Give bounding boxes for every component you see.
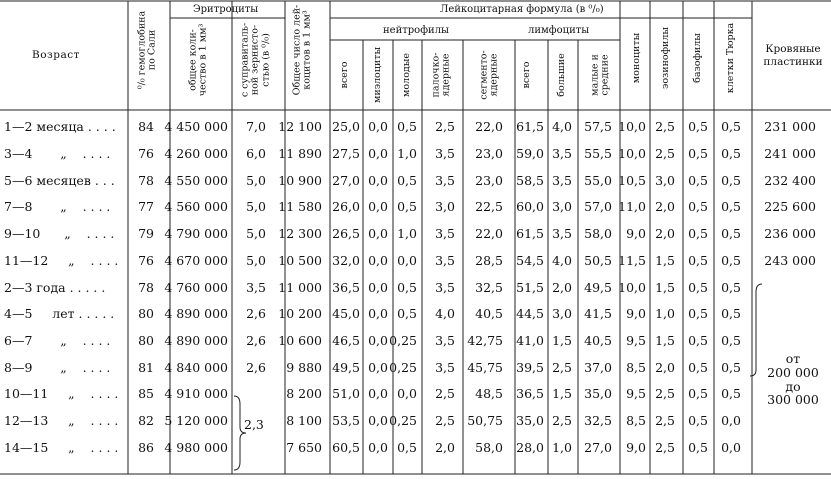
cell-mo: 9,5	[626, 386, 646, 402]
cell-gran: 5,0	[246, 252, 266, 268]
row-age: 2—3 года . . . . .	[4, 279, 106, 295]
cell-seg: 48,5	[475, 386, 503, 402]
header-l-small: малые и средние	[589, 54, 611, 96]
cell-yo: 0,5	[397, 199, 417, 215]
cell-eo: 2,5	[655, 386, 675, 402]
cell-l: 61,5	[516, 225, 544, 241]
cell-seg: 58,0	[475, 439, 503, 455]
cell-yo: 0,5	[397, 279, 417, 295]
cell-eo: 1,5	[655, 332, 675, 348]
cell-lb: 4,0	[552, 252, 572, 268]
row-age: 1—2 месяца . . . .	[4, 119, 116, 135]
cell-gran: 7,0	[246, 119, 266, 135]
cell-ery: 4 560 000	[164, 199, 228, 215]
cell-band: 2,5	[435, 386, 455, 402]
cell-l: 59,0	[516, 145, 544, 161]
cell-mo: 10,0	[618, 279, 646, 295]
cell-l: 39,5	[516, 359, 544, 375]
cell-tu: 0,5	[721, 199, 741, 215]
platelets-low: 200 000	[767, 364, 819, 380]
cell-eo: 2,5	[655, 439, 675, 455]
cell-my: 0,0	[368, 439, 388, 455]
cell-leuk: 8 200	[286, 386, 322, 402]
cell-mo: 9,5	[626, 332, 646, 348]
header-leuko-formula: Лейкоцитарная формула (в ⁰/₀)	[440, 4, 604, 15]
cell-yo: 0,5	[397, 119, 417, 135]
cell-eo: 2,0	[655, 359, 675, 375]
cell-gran: 3,5	[246, 279, 266, 295]
cell-ba: 0,5	[688, 252, 708, 268]
cell-leuk: 10 900	[278, 172, 322, 188]
cell-gran: 2,6	[246, 359, 266, 375]
cell-leuk: 10 500	[278, 252, 322, 268]
cell-leuk: 12 100	[278, 119, 322, 135]
cell-band: 3,0	[435, 199, 455, 215]
header-n-young: молодые	[400, 53, 412, 97]
cell-seg: 22,5	[475, 199, 503, 215]
cell-yo: 0,0	[397, 386, 417, 402]
cell-tu: 0,5	[721, 119, 741, 135]
cell-ba: 0,5	[688, 412, 708, 428]
cell-lb: 3,5	[552, 225, 572, 241]
cell-l: 60,0	[516, 199, 544, 215]
cell-pl: 241 000	[764, 145, 816, 161]
row-age: 4—5 лет . . . . .	[4, 306, 115, 321]
cell-eo: 1,5	[655, 279, 675, 295]
cell-leuk: 11 000	[278, 279, 322, 295]
cell-ery: 5 120 000	[164, 412, 228, 428]
cell-ba: 0,5	[688, 332, 708, 348]
cell-my: 0,0	[368, 306, 388, 321]
row-age: 11—12 „ . . . .	[4, 252, 119, 268]
cell-ls: 50,5	[584, 252, 612, 268]
cell-mo: 9,0	[626, 225, 646, 241]
cell-seg: 50,75	[467, 412, 503, 428]
cell-l: 58,5	[516, 172, 544, 188]
cell-band: 3,5	[435, 332, 455, 348]
cell-tu: 0,5	[721, 279, 741, 295]
cell-tu: 0,5	[721, 306, 741, 321]
cell-seg: 45,75	[467, 359, 503, 375]
cell-my: 0,0	[368, 225, 388, 241]
cell-seg: 22,0	[475, 225, 503, 241]
cell-ery: 4 260 000	[164, 145, 228, 161]
cell-eo: 2,5	[655, 119, 675, 135]
cell-l: 44,5	[516, 306, 544, 321]
header-eos: эозинофилы	[659, 27, 671, 89]
granular-merged-value: 2,3	[244, 416, 264, 432]
cell-eo: 2,5	[655, 145, 675, 161]
cell-hb: 85	[138, 386, 154, 402]
cell-tu: 0,5	[721, 386, 741, 402]
cell-yo: 1,0	[397, 225, 417, 241]
cell-my: 0,0	[368, 145, 388, 161]
cell-my: 0,0	[368, 332, 388, 348]
cell-n: 53,5	[332, 412, 360, 428]
header-leuko-total: Общее число лей- коцитов в 1 мм³	[291, 4, 313, 96]
cell-gran: 6,0	[246, 145, 266, 161]
cell-tu: 0,5	[721, 252, 741, 268]
cell-hb: 80	[138, 306, 154, 321]
header-neutrophils: нейтрофилы	[383, 25, 450, 36]
cell-band: 3,5	[435, 252, 455, 268]
cell-n: 36,5	[332, 279, 360, 295]
cell-seg: 28,5	[475, 252, 503, 268]
cell-yo: 0,5	[397, 306, 417, 321]
platelets-to: до	[785, 378, 801, 394]
cell-my: 0,0	[368, 199, 388, 215]
cell-hb: 78	[138, 172, 154, 188]
cell-ba: 0,5	[688, 359, 708, 375]
cell-ls: 40,5	[584, 332, 612, 348]
cell-n: 46,5	[332, 332, 360, 348]
cell-band: 2,0	[435, 439, 455, 455]
cell-tu: 0,5	[721, 145, 741, 161]
cell-n: 60,5	[332, 439, 360, 455]
cell-leuk: 9 880	[286, 359, 322, 375]
cell-gran: 5,0	[246, 199, 266, 215]
cell-seg: 23,0	[475, 172, 503, 188]
header-turk: клетки Тюрка	[724, 22, 736, 94]
cell-lb: 1,5	[552, 332, 572, 348]
cell-lb: 2,5	[552, 359, 572, 375]
cell-band: 3,5	[435, 145, 455, 161]
cell-hb: 76	[138, 145, 154, 161]
cell-mo: 9,0	[626, 439, 646, 455]
cell-l: 36,5	[516, 386, 544, 402]
cell-ls: 32,5	[584, 412, 612, 428]
cell-ery: 4 760 000	[164, 279, 228, 295]
header-l-all: всего	[520, 61, 532, 89]
cell-seg: 32,5	[475, 279, 503, 295]
cell-tu: 0,5	[721, 359, 741, 375]
cell-seg: 23,0	[475, 145, 503, 161]
cell-leuk: 10 600	[278, 332, 322, 348]
cell-gran: 5,0	[246, 225, 266, 241]
cell-l: 35,0	[516, 412, 544, 428]
cell-my: 0,0	[368, 386, 388, 402]
cell-lb: 4,0	[552, 119, 572, 135]
cell-leuk: 11 890	[278, 145, 322, 161]
platelets-high: 300 000	[767, 392, 819, 408]
cell-ba: 0,5	[688, 225, 708, 241]
cell-ba: 0,5	[688, 119, 708, 135]
cell-mo: 8,5	[626, 359, 646, 375]
cell-mo: 9,0	[626, 306, 646, 321]
cell-hb: 86	[138, 439, 154, 455]
cell-mo: 10,0	[618, 145, 646, 161]
row-age: 10—11 „ . . . .	[4, 386, 119, 402]
cell-n: 49,5	[332, 359, 360, 375]
cell-ls: 57,5	[584, 119, 612, 135]
cell-eo: 1,0	[655, 306, 675, 321]
cell-hb: 81	[138, 359, 154, 375]
cell-band: 3,5	[435, 279, 455, 295]
cell-yo: 0,25	[389, 332, 417, 348]
cell-ls: 55,0	[584, 172, 612, 188]
cell-ery: 4 890 000	[164, 332, 228, 348]
cell-ery: 4 840 000	[164, 359, 228, 375]
header-ery-granular: с суправиталь- ной зернисто- стью (в ⁰/₀)	[239, 22, 272, 98]
cell-my: 0,0	[368, 119, 388, 135]
cell-leuk: 12 300	[278, 225, 322, 241]
header-age: Возраст	[32, 49, 80, 61]
cell-lb: 2,0	[552, 279, 572, 295]
cell-yo: 0,0	[397, 252, 417, 268]
cell-ery: 4 910 000	[164, 386, 228, 402]
cell-band: 4,0	[435, 306, 455, 321]
cell-ls: 57,0	[584, 199, 612, 215]
cell-leuk: 7 650	[286, 439, 322, 455]
row-age: 9—10 „ . . . .	[4, 225, 115, 241]
cell-lb: 1,5	[552, 386, 572, 402]
cell-yo: 1,0	[397, 145, 417, 161]
cell-my: 0,0	[368, 359, 388, 375]
cell-gran: 2,6	[246, 306, 266, 321]
cell-seg: 42,75	[467, 332, 503, 348]
header-n-seg: сегменто- ядерные	[478, 50, 500, 100]
row-age: 7—8 „ . . . .	[4, 199, 111, 215]
cell-band: 3,5	[435, 359, 455, 375]
cell-hb: 84	[138, 119, 154, 135]
cell-l: 28,0	[516, 439, 544, 455]
cell-hb: 76	[138, 252, 154, 268]
cell-ls: 49,5	[584, 279, 612, 295]
cell-hb: 79	[138, 225, 154, 241]
cell-yo: 0,5	[397, 439, 417, 455]
row-age: 12—13 „ . . . .	[4, 412, 119, 428]
cell-ls: 37,0	[584, 359, 612, 375]
cell-n: 27,5	[332, 145, 360, 161]
cell-l: 54,5	[516, 252, 544, 268]
cell-ery: 4 670 000	[164, 252, 228, 268]
cell-n: 27,0	[332, 172, 360, 188]
header-l-big: большие	[555, 53, 567, 97]
header-baso: базофилы	[691, 33, 703, 83]
cell-n: 51,0	[332, 386, 360, 402]
cell-leuk: 10 200	[278, 306, 322, 321]
platelets-from: от	[785, 351, 801, 366]
header-mono: моноциты	[630, 32, 642, 84]
cell-ba: 0,5	[688, 306, 708, 321]
cell-l: 61,5	[516, 119, 544, 135]
cell-mo: 11,0	[618, 199, 646, 215]
cell-mo: 10,0	[618, 119, 646, 135]
cell-eo: 2,0	[655, 199, 675, 215]
header-n-myelo: миэлоциты	[371, 46, 383, 104]
cell-yo: 0,25	[389, 359, 417, 375]
cell-ba: 0,5	[688, 145, 708, 161]
cell-lb: 2,5	[552, 412, 572, 428]
cell-ery: 4 790 000	[164, 225, 228, 241]
cell-band: 2,5	[435, 412, 455, 428]
cell-tu: 0,0	[721, 439, 741, 455]
cell-band: 3,5	[435, 172, 455, 188]
cell-tu: 0,5	[721, 332, 741, 348]
cell-pl: 236 000	[764, 225, 816, 241]
cell-eo: 1,5	[655, 252, 675, 268]
cell-my: 0,0	[368, 279, 388, 295]
cell-my: 0,0	[368, 252, 388, 268]
cell-hb: 78	[138, 279, 154, 295]
cell-lb: 3,5	[552, 172, 572, 188]
cell-band: 3,5	[435, 225, 455, 241]
cell-seg: 40,5	[475, 306, 503, 321]
cell-mo: 8,5	[626, 412, 646, 428]
header-platelets: Кровяные пластинки	[763, 43, 823, 68]
cell-seg: 22,0	[475, 119, 503, 135]
cell-mo: 11,5	[618, 252, 646, 268]
cell-ls: 58,0	[584, 225, 612, 241]
cell-my: 0,0	[368, 412, 388, 428]
cell-lb: 1,0	[552, 439, 572, 455]
header-lymphocytes: лимфоциты	[528, 25, 590, 36]
cell-n: 45,0	[332, 306, 360, 321]
header-hemoglobin: ⁰/₀ гемоглобина по Сали	[136, 10, 158, 90]
cell-ba: 0,5	[688, 199, 708, 215]
cell-yo: 0,5	[397, 172, 417, 188]
row-age: 5—6 месяцев . . .	[4, 172, 115, 188]
cell-tu: 0,5	[721, 225, 741, 241]
cell-ery: 4 550 000	[164, 172, 228, 188]
cell-pl: 231 000	[764, 119, 816, 135]
cell-band: 2,5	[435, 119, 455, 135]
cell-tu: 0,0	[721, 412, 741, 428]
header-n-band: палочко- ядерные	[430, 52, 452, 98]
cell-hb: 77	[138, 199, 154, 215]
cell-leuk: 11 580	[278, 199, 322, 215]
cell-hb: 80	[138, 332, 154, 348]
platelets-range	[752, 352, 831, 407]
cell-pl: 225 600	[764, 199, 816, 215]
cell-leuk: 8 100	[286, 412, 322, 428]
cell-l: 51,5	[516, 279, 544, 295]
header-ery-total: общее коли- чество в 1 мм³	[187, 23, 209, 97]
cell-lb: 3,5	[552, 145, 572, 161]
cell-eo: 2,0	[655, 225, 675, 241]
header-n-all: всего	[338, 61, 350, 89]
row-age: 6—7 „ . . . .	[4, 332, 111, 348]
cell-eo: 3,0	[655, 172, 675, 188]
cell-ery: 4 450 000	[164, 119, 228, 135]
cell-ba: 0,5	[688, 172, 708, 188]
cell-ery: 4 980 000	[164, 439, 228, 455]
cell-ery: 4 890 000	[164, 306, 228, 321]
cell-n: 26,0	[332, 199, 360, 215]
cell-lb: 3,0	[552, 199, 572, 215]
cell-n: 25,0	[332, 119, 360, 135]
cell-l: 41,0	[516, 332, 544, 348]
cell-ba: 0,5	[688, 386, 708, 402]
cell-pl: 243 000	[764, 252, 816, 268]
cell-yo: 0,25	[389, 412, 417, 428]
cell-ls: 55,5	[584, 145, 612, 161]
header-erythrocytes: Эритроциты	[193, 4, 259, 15]
cell-pl: 232 400	[764, 172, 816, 188]
cell-my: 0,0	[368, 172, 388, 188]
cell-ls: 41,5	[584, 306, 612, 321]
cell-ls: 35,0	[584, 386, 612, 402]
row-age: 3—4 „ . . . .	[4, 145, 111, 161]
cell-n: 26,5	[332, 225, 360, 241]
cell-ls: 27,0	[584, 439, 612, 455]
cell-n: 32,0	[332, 252, 360, 268]
granular-brace	[234, 396, 246, 470]
cell-gran: 2,6	[246, 332, 266, 348]
cell-ba: 0,5	[688, 279, 708, 295]
row-age: 8—9 „ . . . .	[4, 359, 111, 375]
cell-tu: 0,5	[721, 172, 741, 188]
cell-hb: 82	[138, 412, 154, 428]
cell-eo: 2,5	[655, 412, 675, 428]
cell-ba: 0,5	[688, 439, 708, 455]
cell-lb: 3,0	[552, 306, 572, 321]
cell-gran: 5,0	[246, 172, 266, 188]
cell-mo: 10,5	[618, 172, 646, 188]
row-age: 14—15 „ . . . .	[4, 439, 119, 455]
